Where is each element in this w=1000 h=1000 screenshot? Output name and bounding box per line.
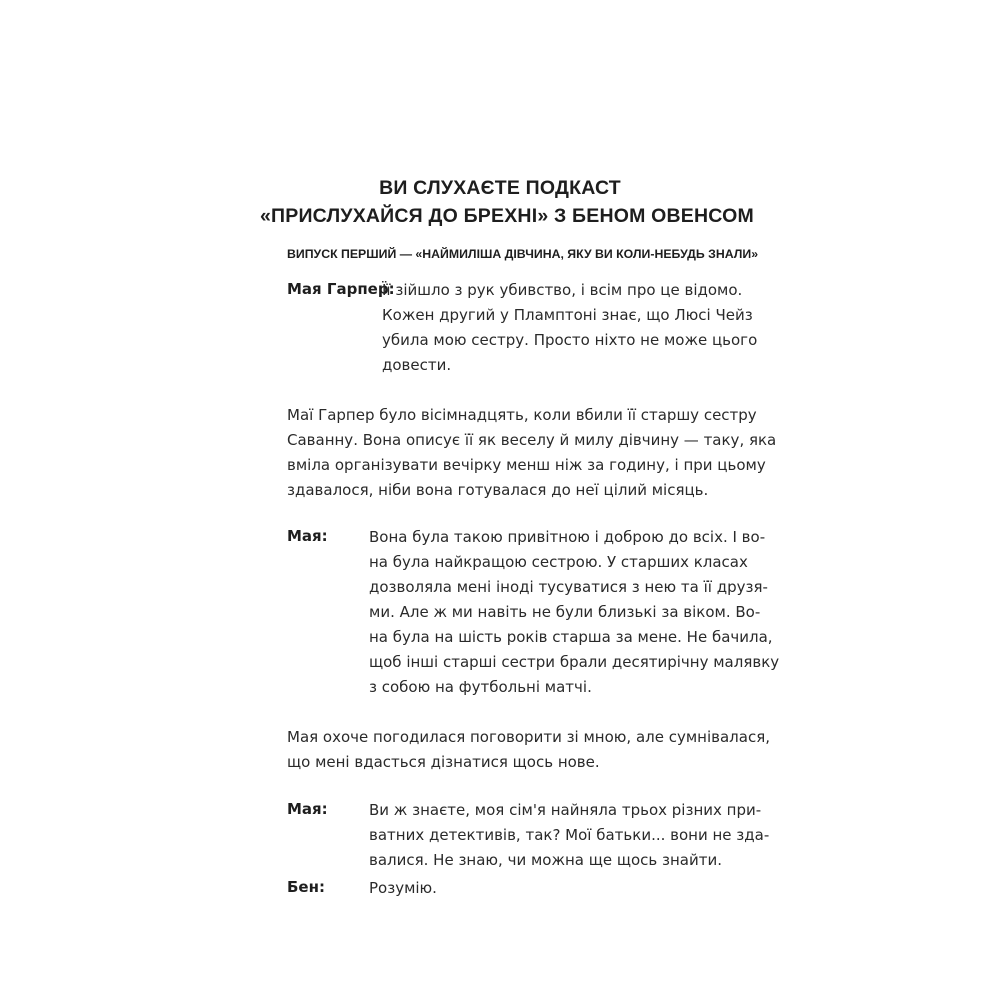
dialogue-line: на була найкращою сестрою. У старших класах [369,553,748,571]
narration-line: здавалося, ніби вона готувалася до неї цілий місяць. [287,481,709,499]
dialogue-line: убила мою сестру. Просто ніхто не може цього [382,331,758,349]
dialogue-line: з собою на футбольні матчі. [369,678,592,696]
speaker-maya: Мая: [287,527,328,545]
narration-line: Маї Гарпер було вісімнадцять, коли вбили її старшу сестру [287,406,757,424]
dialogue-line: Ви ж знаєте, моя сім'я найняла трьох різних при- [369,801,762,819]
dialogue-line: дозволяла мені іноді тусуватися з нею та її друзя- [369,578,768,596]
dialogue-line: Розумію. [369,879,437,897]
dialogue-line: ми. Але ж ми навіть не були близькі за віком. Во- [369,603,761,621]
dialogue-line: щоб інші старші сестри брали десятирічну малявку [369,653,780,671]
dialogue-line: валися. Не знаю, чи можна ще щось знайти. [369,851,723,869]
episode-heading: ВИПУСК ПЕРШИЙ — «НАЙМИЛІША ДІВЧИНА, ЯКУ ВИ КОЛИ-НЕБУДЬ ЗНАЛИ» [287,247,759,261]
narration-line: Саванну. Вона описує її як веселу й милу дівчину — таку, яка [287,431,777,449]
dialogue-line: Кожен другий у Пламптоні знає, що Люсі Чейз [382,306,753,324]
speaker-maya-harper: Мая Гарпер: [287,280,395,298]
dialogue-line: на була на шість років старша за мене. Не бачила, [369,628,773,646]
dialogue-line: довести. [382,356,452,374]
narration-line: вміла організувати вечірку менш ніж за годину, і при цьому [287,456,766,474]
speaker-maya: Мая: [287,800,328,818]
dialogue-line: Вона була такою привітною і доброю до всіх. І во- [369,528,766,546]
dialogue-line: ватних детективів, так? Мої батьки... вони не зда- [369,826,770,844]
page-title-line-1: ВИ СЛУХАЄТЕ ПОДКАСТ [379,177,621,199]
page-title-line-2: «ПРИСЛУХАЙСЯ ДО БРЕХНІ» З БЕНОМ ОВЕНСОМ [260,205,754,227]
dialogue-line: Її зійшло з рук убивство, і всім про це відомо. [382,281,743,299]
narration-line: що мені вдасться дізнатися щось нове. [287,753,600,771]
narration-line: Мая охоче погодилася поговорити зі мною, але сумнівалася, [287,728,770,746]
speaker-ben: Бен: [287,878,325,896]
